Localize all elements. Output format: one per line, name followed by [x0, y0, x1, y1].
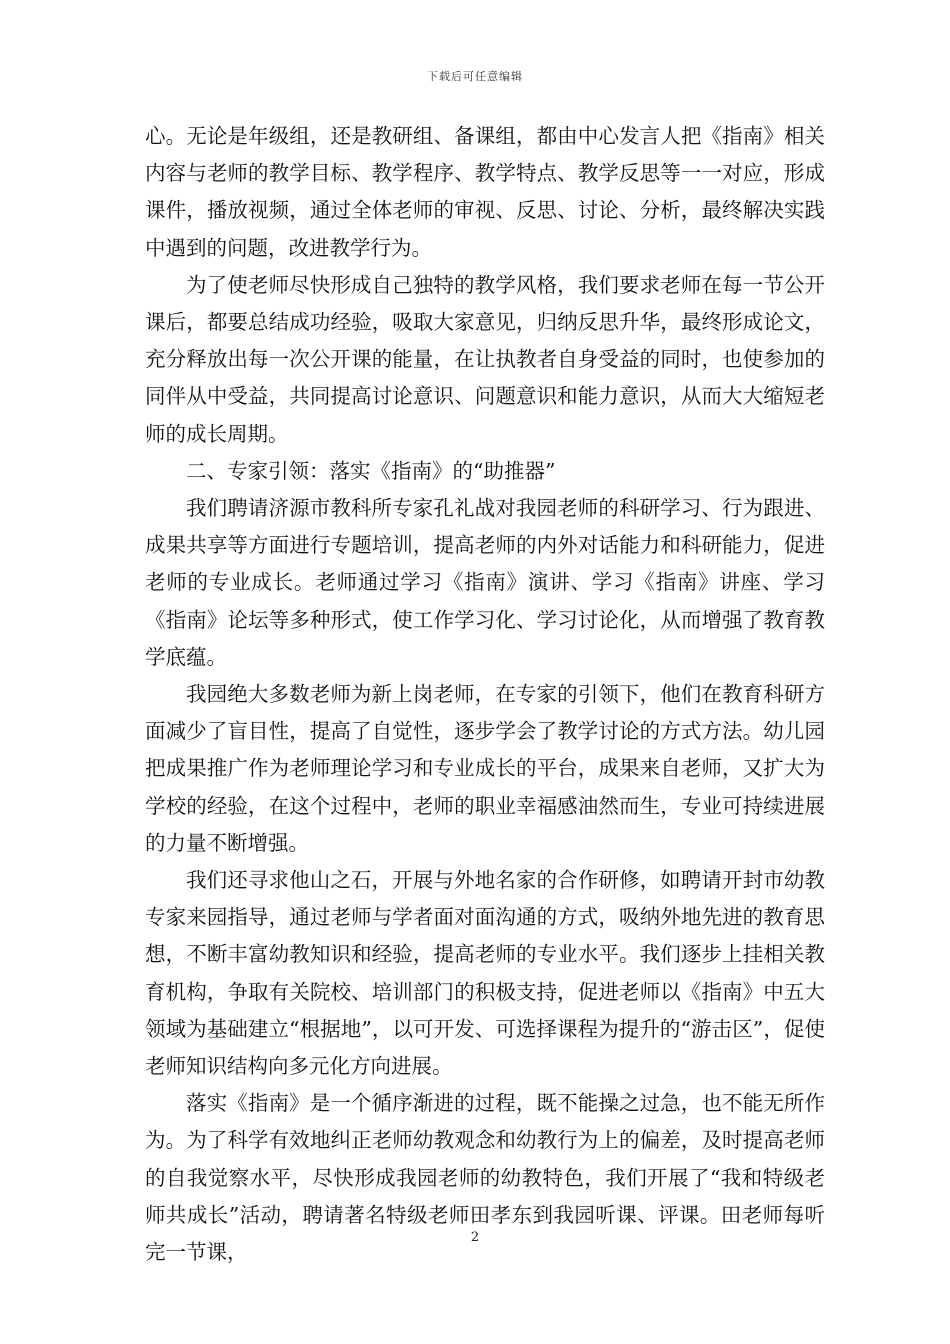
paragraph-2: 为了使老师尽快形成自己独特的教学风格，我们要求老师在每一节公开课后，都要总结成功经验，吸取大家意见，归纳反思升华，最终形成论文，充分释放出每一次公开课的能量，在让执教者自身受益的同时，也使参加的同伴从中受益，共同提高讨论意识、问题意识和能力意识，从而大大缩短老师的成长周期。 — [145, 272, 825, 446]
paragraph-6: 落实《指南》是一个循序渐进的过程，既不能操之过急，也不能无所作为。为了科学有效地纠正老师幼教观念和幼教行为上的偏差，及时提高老师的自我觉察水平，尽快形成我园老师的幼教特色，我们开展了“我和特级老师共成长”活动，聘请著名特级老师田孝东到我园听课、评课。田老师每听完一节课， — [145, 1091, 825, 1265]
paragraph-1: 心。无论是年级组，还是教研组、备课组，都由中心发言人把《指南》相关内容与老师的教学目标、教学程序、教学特点、教学反思等一一对应，形成课件，播放视频，通过全体老师的审视、反思、讨论、分析，最终解决实践中遇到的问题，改进教学行为。 — [145, 124, 825, 260]
paragraph-3: 我们聘请济源市教科所专家孔礼战对我园老师的科研学习、行为跟进、成果共享等方面进行专题培训，提高老师的内外对话能力和科研能力，促进老师的专业成长。老师通过学习《指南》演讲、学习《指南》讲座、学习《指南》论坛等多种形式，使工作学习化、学习讨论化，从而增强了教育教学底蕴。 — [145, 496, 825, 669]
document-body — [145, 118, 825, 1271]
page-number: 2 — [470, 1230, 480, 1245]
section-heading: 二、专家引领：落实《指南》的“助推器” — [186, 458, 556, 483]
paragraph-4: 我园绝大多数老师为新上岗老师，在专家的引领下，他们在教育科研方面减少了盲目性，提高了自觉性，逐步学会了教学讨论的方式方法。幼儿园把成果推广作为老师理论学习和专业成长的平台，成果来自老师，又扩大为学校的经验，在这个过程中，老师的职业幸福感油然而生，专业可持续进展的力量不断增强。 — [145, 682, 825, 855]
page-header: 下载后可任意编辑 — [427, 70, 523, 83]
paragraph-5: 我们还寻求他山之石，开展与外地名家的合作研修，如聘请开封市幼教专家来园指导，通过老师与学者面对面沟通的方式，吸纳外地先进的教育思想，不断丰富幼教知识和经验，提高老师的专业水平。我们逐步上挂相关教育机构，争取有关院校、培训部门的积极支持，促进老师以《指南》中五大领域为基础建立“根据地”，以可开发、可选择课程为提升的“游击区”，促使老师知识结构向多元化方向进展。 — [145, 868, 825, 1079]
